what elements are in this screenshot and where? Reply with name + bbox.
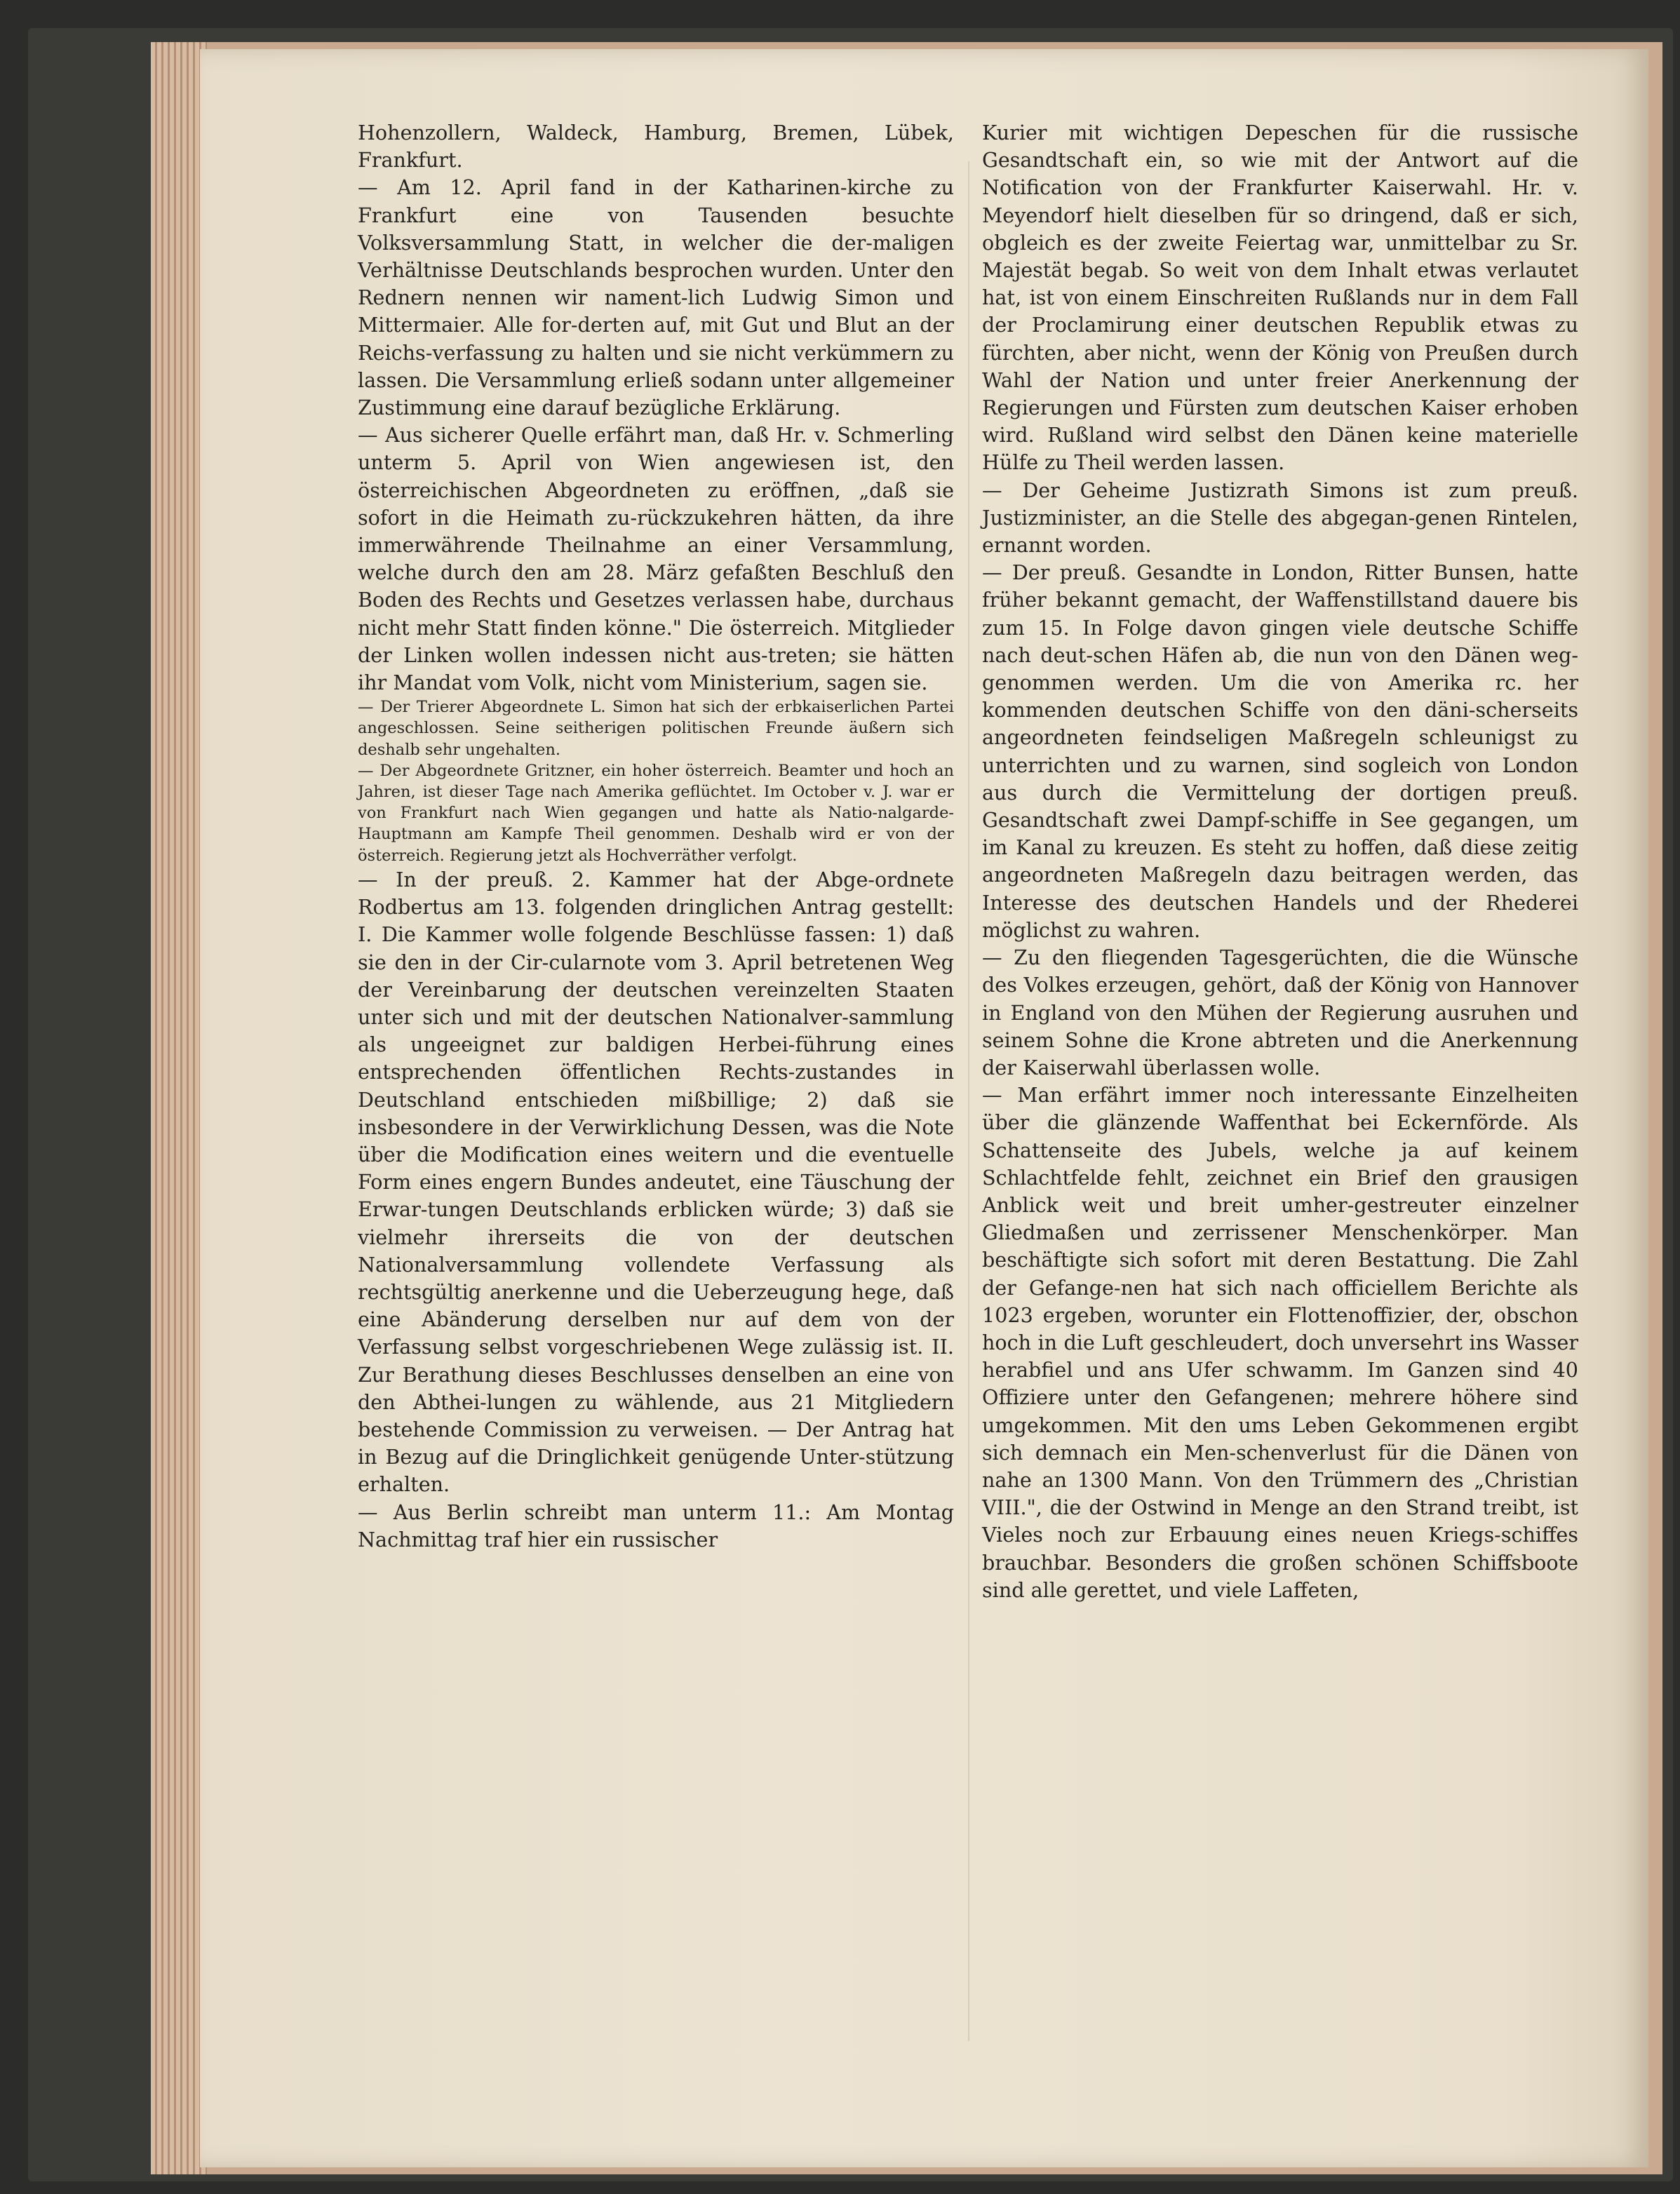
right-column: [982, 119, 1578, 1604]
paragraph: — In der preuß. 2. Kammer hat der Abge-ordnete Rodbertus am 13. folgenden dringlichen Antrag gestellt: I. Die Kammer wolle folgende Beschlüsse fassen: 1) daß sie den in der Cir-cularnote vom 3. April betretenen Weg der Vereinbarung der deutschen vereinzelten Staaten unter sich und mit der deutschen Nationalver-sammlung als ungeeignet zur baldigen Herbei-führung eines entsprechenden öffentlichen Rechts-zustandes in Deutschland entschieden mißbillige; 2) daß sie insbesondere in der Verwirklichung Dessen, was die Note über die Modification eines weitern und die eventuelle Form eines engern Bundes andeutet, eine Täuschung der Erwar-tungen Deutschlands erblicken würde; 3) daß sie vielmehr ihrerseits die von der deutschen Nationalversammlung vollendete Verfassung als rechtsgültig anerkenne und die Ueberzeugung hege, daß eine Abänderung derselben nur auf dem von der Verfassung selbst vorgeschriebenen Wege zulässig ist. II. Zur Berathung dieses Beschlusses denselben an eine von den Abthei-lungen zu wählende, aus 21 Mitgliedern bestehende Commission zu verweisen. — Der Antrag hat in Bezug auf die Dringlichkeit genügende Unter-stützung erhalten.: [358, 867, 954, 1497]
page-edges: [151, 42, 207, 2174]
paragraph: — Zu den fliegenden Tagesgerüchten, die die Wünsche des Volkes erzeugen, gehört, daß der König von Hannover in England von den Mühen der Regierung ausruhen und seinem Sohne die Krone abtreten und die Anerkennung der Kaiserwahl überlassen wolle.: [982, 945, 1578, 1079]
paragraph: Hohenzollern, Waldeck, Hamburg, Bremen, Lübek, Frankfurt.: [358, 121, 954, 173]
paragraph: — Der preuß. Gesandte in London, Ritter Bunsen, hatte früher bekannt gemacht, der Waffenstillstand dauere bis zum 15. In Folge davon gingen viele deutsche Schiffe nach deut-schen Häfen ab, die nun von den Dänen weg-genommen werden. Um die von Amerika rc. her kommenden deutschen Schiffe von den däni-scherseits angeordneten feindseligen Maßregeln schleunigst zu unterrichten und zu warnen, sind sogleich von London aus durch die Vermittelung der dortigen preuß. Gesandtschaft zwei Dampf-schiffe in See gegangen, um im Kanal zu kreuzen. Es steht zu hoffen, daß diese zeitig angeordneten Maßregeln dazu beitragen werden, das Interesse des deutschen Handels und der Rhederei möglichst zu wahren.: [982, 560, 1578, 942]
paragraph: Kurier mit wichtigen Depeschen für die russische Gesandtschaft ein, so wie mit der Antwort auf die Notification von der Frankfurter Kaiserwahl. Hr. v. Meyendorf hielt dieselben für so dringend, daß er sich, obgleich es der zweite Feiertag war, unmittelbar zu Sr. Majestät begab. So weit von dem Inhalt etwas verlautet hat, ist von einem Einschreiten Rußlands nur in dem Fall der Proclamirung einer deutschen Republik etwas zu fürchten, aber nicht, wenn der König von Preußen durch Wahl der Nation und unter freier Anerkennung der Regierungen und Fürsten zum deutschen Kaiser erhoben wird. Rußland wird selbst den Dänen keine materielle Hülfe zu Theil werden lassen.: [982, 121, 1578, 475]
paragraph: — Aus sicherer Quelle erfährt man, daß Hr. v. Schmerling unterm 5. April von Wien angewiesen ist, den österreichischen Abgeordneten zu eröffnen, „daß sie sofort in die Heimath zu-rückzukehren hätten, da ihre immerwährende Theilnahme an einer Versammlung, welche durch den am 28. März gefaßten Beschluß den Boden des Rechts und Gesetzes verlassen habe, durchaus nicht mehr Statt finden könne." Die österreich. Mitglieder der Linken wollen indessen nicht aus-treten; sie hätten ihr Mandat vom Volk, nicht vom Ministerium, sagen sie.: [358, 423, 954, 695]
left-column: [358, 119, 954, 1554]
paragraph-small: — Der Trierer Abgeordnete L. Simon hat sich der erbkaiserlichen Partei angeschlossen. Seine seitherigen politischen Freunde äußern sich deshalb sehr ungehalten.: [358, 698, 954, 759]
paragraph: — Der Geheime Justizrath Simons ist zum preuß. Justizminister, an die Stelle des abgegan-genen Rintelen, ernannt worden.: [982, 478, 1578, 558]
column-divider: [968, 161, 969, 2041]
paragraph: — Aus Berlin schreibt man unterm 11.: Am Montag Nachmittag traf hier ein russischer: [358, 1500, 954, 1552]
paragraph: — Am 12. April fand in der Katharinen-kirche zu Frankfurt eine von Tausenden besuchte Volksversammlung Statt, in welcher die der-maligen Verhältnisse Deutschlands besprochen wurden. Unter den Rednern nennen wir nament-lich Ludwig Simon und Mittermaier. Alle for-derten auf, mit Gut und Blut an der Reichs-verfassung zu halten und sie nicht verkümmern zu lassen. Die Versammlung erließ sodann unter allgemeiner Zustimmung eine darauf bezügliche Erklärung.: [358, 175, 954, 420]
paragraph: — Man erfährt immer noch interessante Einzelheiten über die glänzende Waffenthat bei Eckernförde. Als Schattenseite des Jubels, welche ja auf keinem Schlachtfelde fehlt, zeichnet ein Brief den grausigen Anblick weit und breit umher-gestreuter einzelner Gliedmaßen und zerrissener Menschenkörper. Man beschäftigte sich sofort mit deren Bestattung. Die Zahl der Gefange-nen hat sich nach officiellem Berichte als 1023 ergeben, worunter ein Flottenoffizier, der, obschon hoch in die Luft geschleudert, doch unversehrt ins Wasser herabfiel und ans Ufer schwamm. Im Ganzen sind 40 Offiziere unter den Gefangenen; mehrere höhere sind umgekommen. Mit den ums Leben Gekommenen ergibt sich demnach ein Men-schenverlust für die Dänen von nahe an 1300 Mann. Von den Trümmern des „Christian VIII.", die der Ostwind in Menge an den Strand treibt, ist Vieles noch zur Erbauung eines neuen Kriegs-schiffes brauchbar. Besonders die großen schönen Schiffsboote sind alle gerettet, und viele Laffeten,: [982, 1083, 1578, 1602]
paragraph-small: — Der Abgeordnete Gritzner, ein hoher österreich. Beamter und hoch an Jahren, ist dieser Tage nach Amerika geflüchtet. Im October v. J. war er von Frankfurt nach Wien gegangen und hatte als Natio-nalgarde-Hauptmann am Kampfe Theil genommen. Deshalb wird er von der österreich. Regierung jetzt als Hochverräther verfolgt.: [358, 761, 954, 865]
